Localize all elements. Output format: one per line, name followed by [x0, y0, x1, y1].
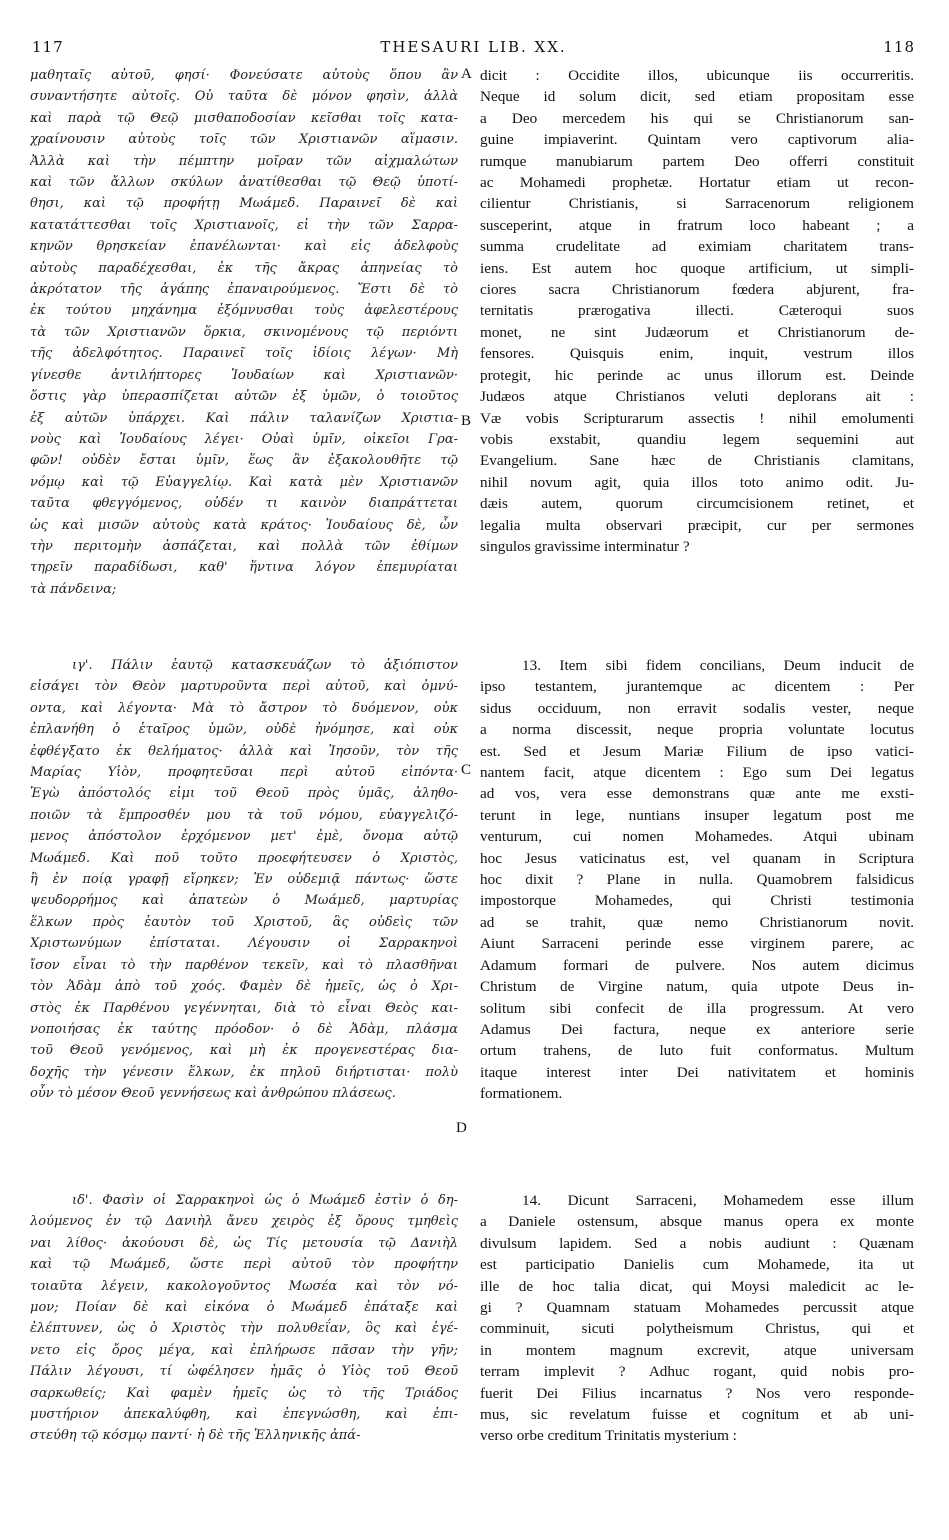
greek-text-line: θησι, καὶ τῷ προφήτῃ Μωάμεδ. Παραινεῖ δὲ καὶ — [30, 196, 458, 212]
greek-text-line: ἐλέπτυνεν, ὡς ὁ Χριστὸς τὴν πολυθεΐαν, ὃς καὶ ἐγέ- — [30, 1321, 458, 1337]
greek-text-line: χραίνουσιν αὐτοὺς τοῖς τῶν Χριστιανῶν αἵμασιν. — [30, 132, 458, 148]
margin-letter-c: C — [461, 762, 472, 778]
latin-text-line: a Daniele ostensum, absque manus opera ex monte — [480, 1213, 914, 1231]
latin-text-line: dæis autem, quorum circumcisionem retinet, et — [480, 495, 914, 513]
latin-text-line: ortum trahens, de luto fuit conformatus. Multum — [480, 1042, 914, 1060]
greek-text-line: Μωάμεδ. Καὶ ποῦ τοῦτο προεφήτευσεν ὁ Χριστὸς, — [30, 850, 458, 866]
greek-text-line: ιδ'. Φασὶν οἱ Σαρρακηνοὶ ὡς ὁ Μωάμεδ ἐστὶν ὁ δη- — [72, 1193, 458, 1208]
greek-text-line: Μαρίας Υἱὸν, προφητεῦσαι περὶ αὐτοῦ εἰπόντα· — [30, 765, 458, 781]
greek-text-line: νόμῳ καὶ τῷ Εὐαγγελίῳ. Καὶ κατὰ μὲν Χριστιανῶν — [30, 474, 458, 490]
latin-text-line: iens. Est autem hoc quoque artificium, ut simpli- — [480, 259, 914, 277]
latin-text-line: 14. Dicunt Sarraceni, Mohamedem esse illum — [522, 1192, 914, 1209]
greek-text-line: λούμενος ἐν τῷ Δανιὴλ ἄνευ χειρὸς ἐξ ὄρους τμηθεὶς — [30, 1214, 458, 1230]
greek-text-line: ὅστις γὰρ ὑπερασπίζεται αὐτῶν ἐξ ὑμῶν, ὁ τοιοῦτος — [30, 389, 458, 405]
greek-text-line: τῆς ἀδελφότητος. Παραινεῖ τοῖς ἰδίοις λέγων· Μὴ — [30, 346, 458, 362]
latin-column-section-13 — [480, 655, 914, 1105]
running-title: THESAURI LIB. XX. — [380, 38, 567, 56]
latin-text-line: est participatio Danielis cum Mohamede, ita ut — [480, 1256, 914, 1274]
latin-text-line: terram implevit ? Adhuc rogant, quid nobis pro- — [480, 1363, 914, 1381]
greek-text-line: καὶ παρὰ τῷ Θεῷ μισθαποδοσίαν κεῖσθαι τοῖς κατα- — [30, 110, 458, 126]
latin-text-line: ipso testantem, jurantemque ac dicentem : Per — [480, 678, 914, 696]
greek-text-line: μον; Ποίαν δὲ καὶ εἰκόνα ὁ Μωάμεδ ἐπάταξε καὶ — [30, 1300, 458, 1316]
latin-text-line: protegit, hic perinde ac unus illorum est. Deinde — [480, 366, 914, 384]
latin-text-line: guine impiaverint. Quintam vero captivorum alia- — [480, 131, 914, 149]
latin-text-line: formationem. — [480, 1085, 563, 1103]
greek-text-line: ἐφθέγξατο ἐκ θελήματος· ἀλλὰ καὶ Ἰησοῦν, τὸν τῆς — [30, 743, 458, 759]
latin-text-line: ternitatis prærogativa illecti. Cæteroqui suos — [480, 302, 914, 320]
margin-letter-a: A — [461, 66, 472, 82]
greek-text-line: ἕλκων πρὸς ἑαυτὸν τοῦ Χριστοῦ, ἃς οὐδεὶς τῶν — [30, 914, 458, 930]
latin-column-section-12 — [480, 65, 914, 557]
latin-text-line: Aiunt Sarraceni perinde esse virginem parere, ac — [480, 935, 914, 953]
greek-text-line: εἰσάγει τὸν Θεὸν μαρτυροῦντα περὶ αὐτοῦ, καὶ ὀμνύ- — [30, 679, 458, 695]
greek-text-line: ταῦτα φθεγγόμενος, οὐδέν τι καινὸν διαπράττεται — [30, 496, 458, 512]
greek-text-line: Χριστωνύμων ἐπίσταται. Λέγουσιν οἱ Σαρρακηνοὶ — [30, 936, 458, 952]
latin-text-line: nihil novum agit, quia illos toto animo odit. Ju- — [480, 473, 914, 491]
latin-text-line: in montem magnum excrevit, atque universam — [480, 1341, 914, 1359]
latin-text-line: divulsum lapidem. Sed a nobis audiunt : Quænam — [480, 1234, 914, 1252]
greek-text-line: δοχῆς τὴν γένεσιν ἕλκων, ἐκ πηλοῦ διήρτισται· πολὺ — [30, 1064, 458, 1080]
running-header — [32, 38, 915, 60]
greek-text-line: σαρκωθείς; Καὶ φαμὲν ἡμεῖς ὡς τὸ τῆς Τριάδος — [30, 1385, 458, 1401]
greek-text-line: φῶν! οὐδὲν ἔσται ὑμῖν, ἕως ἂν ἐξακολουθῆτε τῷ — [30, 453, 458, 469]
latin-text-line: 13. Item sibi fidem concilians, Deum inducit de — [522, 657, 914, 674]
greek-text-line: τηρεῖν παραδίδωσι, καθ' ἥντινα λόγον ἐπεμυρίαται — [30, 560, 458, 576]
greek-text-line: νοποιήσας ἐκ ταύτης πρόοδον· ὁ δὲ Ἀδὰμ, πλάσμα — [30, 1021, 458, 1037]
page-number-right: 118 — [883, 38, 915, 56]
latin-text-line: itaque interest inter Dei nativitatem et hominis — [480, 1063, 914, 1081]
greek-text-line: αὐτοὺς παραδέχεσθαι, ἐκ τῆς ἄκρας ἀπηνείας τὸ — [30, 260, 458, 276]
latin-text-line: verso orbe creditum Trinitatis mysterium : — [480, 1427, 737, 1445]
latin-text-line: rumque manubiarum partem Deo offerri constituit — [480, 152, 914, 170]
greek-text-line: τὴν περιτομὴν ἀσπάζεται, καὶ πολλὰ τῶν ἐθίμων — [30, 538, 458, 554]
latin-text-line: singulos gravissime interminatur ? — [480, 537, 690, 555]
greek-text-line: ιγ'. Πάλιν ἑαυτῷ κατασκευάζων τὸ ἀξιόπιστον — [72, 658, 458, 673]
greek-text-line: οντα, καὶ λέγοντα· Μὰ τὸ ἄστρον τὸ δυόμενον, οὐκ — [30, 700, 458, 716]
greek-text-line: ἐπλανήθη ὁ ἑταῖρος ὑμῶν, οὐδὲ ἠνόμησε, καὶ οὐκ — [30, 722, 458, 738]
greek-text-line: τοῦ Θεοῦ γενόμενος, καὶ μὴ ἐκ προγενεστέρας δια- — [30, 1043, 458, 1059]
latin-text-line: ac Mohamedi prophetæ. Hortatur etiam ut recon- — [480, 174, 914, 192]
latin-text-line: mus, sic revelatum fuisse et cognitum et ab uni- — [480, 1406, 914, 1424]
latin-text-line: Evangelium. Sane hæc de Christianis clamitans, — [480, 452, 914, 470]
greek-column-section-12 — [30, 65, 458, 600]
greek-column-section-14 — [30, 1190, 458, 1447]
greek-text-line: κηνῶν θρησκείαν ἐπανέλωνται· καὶ εἰς ἀδελφοὺς — [30, 239, 458, 255]
greek-text-line: ὡς καὶ μισῶν αὐτοὺς κατὰ κράτος· Ἰουδαίους δὲ, ὧν — [30, 517, 458, 533]
greek-text-line: νετο εἰς ὄρος μέγα, καὶ ἐπλήρωσε πᾶσαν τὴν γῆν; — [30, 1342, 458, 1358]
latin-text-line: ciores sacra Christianorum fœdera abjurent, fra- — [480, 281, 914, 299]
latin-column-section-14 — [480, 1190, 914, 1447]
margin-letter-b: B — [461, 413, 472, 429]
greek-text-line: Πάλιν λέγουσι, τί ὠφέλησεν ἡμᾶς ὁ Υἱὸς τοῦ Θεοῦ — [30, 1364, 458, 1380]
greek-text-line: τὰ πάνδεινα; — [30, 581, 117, 597]
latin-text-line: a Deo mercedem his qui se Christianorum san- — [480, 109, 914, 127]
greek-text-line: τὰ τῶν Χριστιανῶν ὅρκια, σκινομένους τῷ περιόντι — [30, 324, 458, 340]
latin-text-line: a norma discessit, neque propria voluntate locutus — [480, 721, 914, 739]
latin-text-line: hoc dixit ? Plane in nulla. Quamobrem falsidicus — [480, 871, 914, 889]
greek-text-line: ναι λίθος· ἀκούουσι δὲ, ὡς Τίς μετουσία τῷ Δανιὴλ — [30, 1235, 458, 1251]
greek-text-line: οὖν τὸ μέσον Θεοῦ γεννήσεως καὶ ἀνθρώπου πλάσεως. — [30, 1086, 396, 1102]
latin-text-line: fuerit Dei Filius incarnatus ? Nos vero responde- — [480, 1384, 914, 1402]
latin-text-line: legalia multa observari præcipit, cur per sermones — [480, 516, 914, 534]
latin-text-line: ad vos, vera esse demonstrans quæ ante me exsti- — [480, 785, 914, 803]
greek-column-section-13 — [30, 655, 458, 1105]
latin-text-line: ad se trahit, quæ nemo Christianorum novit. — [480, 913, 914, 931]
greek-text-line: συναντήσητε αὐτοῖς. Οὐ ταῦτα δὲ μόνον φησὶν, ἀλλὰ — [30, 89, 458, 105]
latin-text-line: hoc Jesus vaticinatus est, vel quanam in Scriptura — [480, 849, 914, 867]
latin-text-line: Adamum formari de pulvere. Nos autem dicimus — [480, 956, 914, 974]
greek-text-line: στεύθη τῷ κόσμῳ παντί· ἡ δὲ τῆς Ἑλληνικῆς ἀπά- — [30, 1428, 361, 1444]
latin-text-line: susceperint, atque in fratrum loco habeant ; a — [480, 216, 914, 234]
margin-letter-d: D — [456, 1120, 467, 1136]
latin-text-line: comminuit, sicuti polytheismum Christus, qui et — [480, 1320, 914, 1338]
greek-text-line: στὸς ἐκ Παρθένου γεγέννηται, διὰ τὸ εἶναι Θεὸς και- — [30, 1000, 458, 1016]
greek-text-line: ἢ ἐν ποίᾳ γραφῇ εἴρηκεν; Ἐν οὐδεμιᾷ πάντως· ὥστε — [30, 872, 458, 888]
greek-text-line: ἐξ αὐτῶν ὑπάρχει. Καὶ πάλιν ταλανίζων Χριστια- — [30, 410, 458, 426]
latin-text-line: cilientur Christianis, si Sarracenorum religionem — [480, 195, 914, 213]
greek-text-line: γίνεσθε ἀντιλήπτορες Ἰουδαίων καὶ Χριστιανῶν· — [30, 367, 458, 383]
latin-text-line: Adamus Dei factura, neque ex anteriore serie — [480, 1020, 914, 1038]
greek-text-line: μαθηταῖς αὐτοῦ, φησί· Φονεύσατε αὐτοὺς ὅπου ἂν — [30, 68, 458, 83]
greek-text-line: ἴσον εἶναι τὸ τὴν παρθένον τεκεῖν, καὶ τὸ πλασθῆναι — [30, 957, 458, 973]
latin-text-line: fensores. Quisquis enim, inquit, vestrum illos — [480, 345, 914, 363]
latin-text-line: Væ vobis Scripturarum assectis ! nihil emolumenti — [480, 409, 914, 427]
latin-text-line: gi ? Quamnam statuam Mohamedes percussit atque — [480, 1299, 914, 1317]
greek-text-line: Ἐγὼ ἀπόστολός εἰμι τοῦ Θεοῦ πρὸς ὑμᾶς, ἀληθο- — [30, 786, 458, 802]
greek-text-line: Ἀλλὰ καὶ τὴν πέμπτην μοῖραν τῶν αἰχμαλώτων — [30, 153, 458, 169]
greek-text-line: ψευδορρήμος καὶ ἀπατεὼν ὁ Μωάμεδ, μαρτυρίας — [30, 893, 458, 909]
latin-text-line: dicit : Occidite illos, ubicunque iis occurreritis. — [480, 67, 914, 84]
greek-text-line: ποιῶν τὰ ἔμπροσθέν μου τὰ τοῦ νόμου, εὐαγγελιζό- — [30, 807, 458, 823]
greek-text-line: ἀκρότατον τῆς ἀγάπης ἐπαναιρούμενος. Ἔστι δὲ τὸ — [30, 282, 458, 298]
latin-text-line: sidus occiduum, non erravit sodalis vester, neque — [480, 699, 914, 717]
greek-text-line: καὶ τῶν ἄλλων σκύλων ἀνατίθεσθαι τῷ Θεῷ ὑποτί- — [30, 175, 458, 191]
latin-text-line: vobis exstabit, quandiu legem sequemini aut — [480, 430, 914, 448]
page-number-left: 117 — [32, 38, 64, 56]
latin-text-line: terunt in lege, nuntians insuper legatum post me — [480, 806, 914, 824]
latin-text-line: Neque id solum dicit, sed etiam propositam esse — [480, 88, 914, 106]
greek-text-line: νοὺς καὶ Ἰουδαίους λέγει· Οὐαὶ ὑμῖν, οἰκεῖοι Γρα- — [30, 431, 458, 447]
greek-text-line: μενος ἀπόστολον ἐρχόμενον μετ' ἐμὲ, ὄνομα αὐτῷ — [30, 829, 458, 845]
latin-text-line: venturum, cui nomen Mohamedes. Atqui ubinam — [480, 828, 914, 846]
latin-text-line: Christum de Virgine natum, quia utpote Deus in- — [480, 978, 914, 996]
greek-text-line: ἐκ τούτου μηχάνημα ἐξόμνυσθαι τοὺς ἀφελεστέρους — [30, 303, 458, 319]
greek-text-line: τὸν Ἀδὰμ ἀπὸ τοῦ χοός. Φαμὲν δὲ ἡμεῖς, ὡς ὁ Χρι- — [30, 979, 458, 995]
latin-text-line: nantem facit, atque dicentem : Ego sum Dei legatus — [480, 764, 914, 782]
latin-text-line: monet, ne sint Judæorum et Christianorum de- — [480, 323, 914, 341]
latin-text-line: ille de hoc talia dicat, qui Moysi maledicit ac le- — [480, 1277, 914, 1295]
latin-text-line: summa crudelitate ad eximiam charitatem trans- — [480, 238, 914, 256]
latin-text-line: est. Sed et Jesum Mariæ Filium de ipso vatici- — [480, 742, 914, 760]
greek-text-line: κατατάττεσθαι τοῖς Χριστιανοῖς, εἰ τὴν τῶν Σαρρα- — [30, 217, 458, 233]
latin-text-line: solitum sibi confecit de illa progressum. At vero — [480, 999, 914, 1017]
latin-text-line: impostorque Mohamedes, qui Christi testimonia — [480, 892, 914, 910]
greek-text-line: καὶ τῷ Μωάμεδ, ὥστε περὶ αὐτοῦ τὸν προφήτην — [30, 1257, 458, 1273]
greek-text-line: τοιαῦτα λέγειν, κακολογοῦντος Μωσέα καὶ τὸν νό- — [30, 1278, 458, 1294]
latin-text-line: Judæos atque Christianos veluti deplorans ait : — [480, 388, 914, 406]
greek-text-line: μυστήριον ἀπεκαλύφθη, καὶ ἐπεγνώσθη, καὶ ἐπι- — [30, 1407, 458, 1423]
